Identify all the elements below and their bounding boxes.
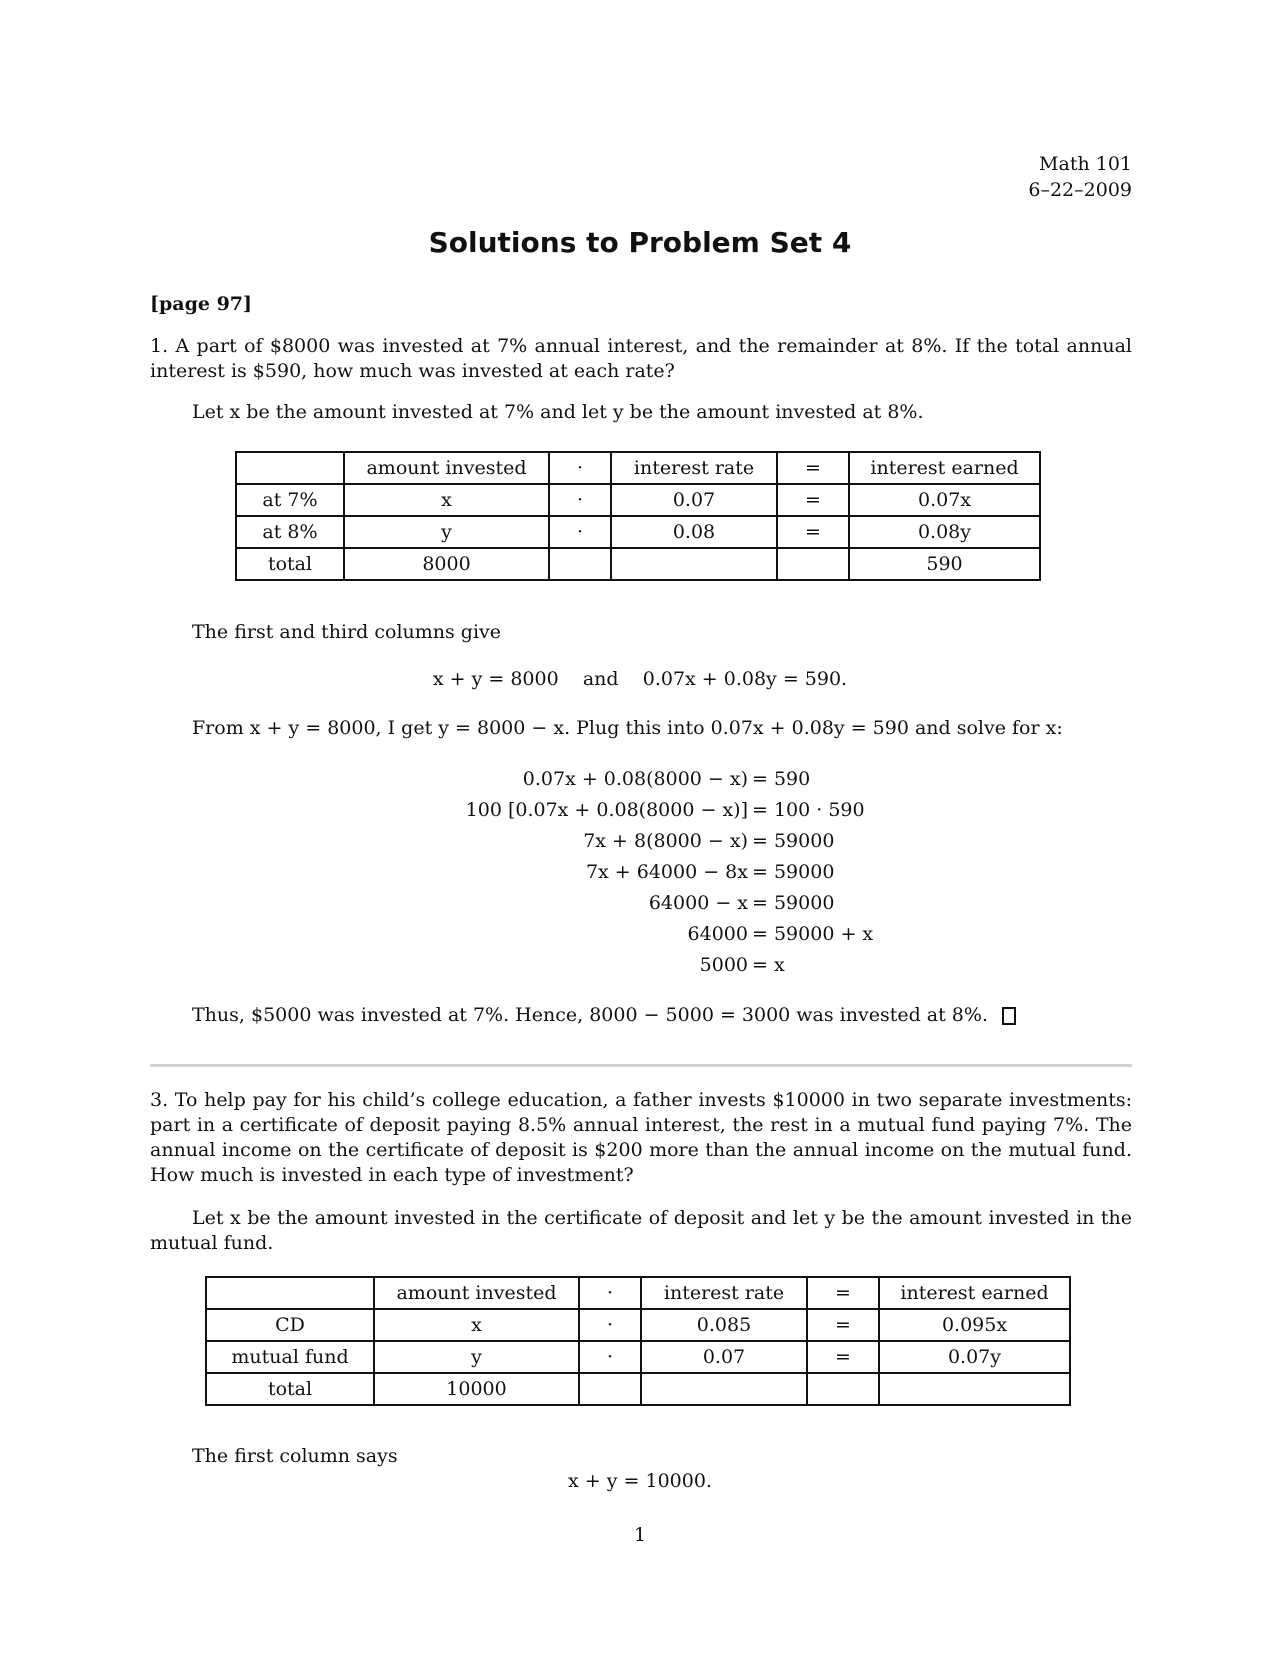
table-cell: 0.07y	[879, 1341, 1070, 1373]
equation-step	[458, 919, 873, 950]
table-cell	[879, 1373, 1070, 1405]
problem-1-columns-give: The first and third columns give	[192, 621, 502, 643]
table-cell: 0.07	[641, 1341, 807, 1373]
problem-3-let: Let x be the amount invested in the certificate of deposit and let y be the amount invested in the mutual fund.	[150, 1207, 1132, 1254]
table-cell	[579, 1373, 641, 1405]
table-cell: interest earned	[849, 452, 1040, 484]
table-cell: =	[777, 516, 849, 548]
table-cell: 590	[849, 548, 1040, 580]
table-cell: =	[777, 452, 849, 484]
table-cell: interest rate	[611, 452, 777, 484]
problem-1-system-equation: x + y = 8000 and 0.07x + 0.08y = 590.	[432, 668, 848, 690]
equation-lhs: 7x + 8(8000 − x)	[583, 830, 748, 852]
table-row	[236, 516, 1040, 548]
table-cell: 0.07x	[849, 484, 1040, 516]
table-cell	[807, 1373, 879, 1405]
equation-rhs: = 59000	[752, 861, 835, 883]
problem-3-first-column: The first column says	[192, 1445, 398, 1467]
table-cell: ·	[549, 452, 611, 484]
problem-1-let: Let x be the amount invested at 7% and let y be the amount invested at 8%.	[192, 401, 924, 423]
table-row	[206, 1373, 1070, 1405]
table-cell: =	[807, 1309, 879, 1341]
equation-lhs: 64000	[687, 923, 748, 945]
section-reference: [page 97]	[150, 293, 253, 315]
table-cell	[641, 1373, 807, 1405]
problem-3-table	[205, 1276, 1071, 1406]
course-name: Math 101	[1039, 153, 1132, 175]
equation-lhs: 64000 − x	[648, 892, 748, 914]
table-cell: at 7%	[236, 484, 344, 516]
equation-rhs: = 590	[752, 768, 811, 790]
table-cell: 8000	[344, 548, 549, 580]
equation-lhs: 7x + 64000 − 8x	[585, 861, 748, 883]
equation-rhs: = 59000	[752, 830, 835, 852]
table-cell: total	[236, 548, 344, 580]
qed-box-icon	[1002, 1007, 1016, 1025]
table-cell: 0.08y	[849, 516, 1040, 548]
equation-rhs: = x	[752, 954, 785, 976]
table-cell: ·	[579, 1277, 641, 1309]
equation-step	[458, 764, 873, 795]
table-header-row	[236, 452, 1040, 484]
table-cell: ·	[549, 484, 611, 516]
table-cell: =	[807, 1341, 879, 1373]
problem-3-statement: 3. To help pay for his child’s college education, a father invests $10000 in two separate investments: part in a certificate of deposit paying 8.5% annual interest, the rest in a mutual fund paying 7%. The annual income on the certificate of deposit is $200 more than the annual income on the mutual fund. How much is invested in each type of investment?	[150, 1089, 1132, 1186]
table-cell	[611, 548, 777, 580]
equation-rhs: = 100 · 590	[752, 799, 865, 821]
table-cell: CD	[206, 1309, 374, 1341]
course-header	[1028, 151, 1132, 203]
table-cell: ·	[549, 516, 611, 548]
table-cell	[549, 548, 611, 580]
table-cell: amount invested	[344, 452, 549, 484]
equation-step	[458, 950, 873, 981]
table-cell: at 8%	[236, 516, 344, 548]
table-cell: ·	[579, 1341, 641, 1373]
equation-step	[458, 795, 873, 826]
equation-lhs: 5000	[699, 954, 748, 976]
table-row	[206, 1341, 1070, 1373]
table-cell	[206, 1277, 374, 1309]
table-cell: x	[374, 1309, 579, 1341]
table-cell: total	[206, 1373, 374, 1405]
problem-3-equation: x + y = 10000.	[568, 1470, 712, 1492]
table-cell: =	[807, 1277, 879, 1309]
page-title: Solutions to Problem Set 4	[428, 226, 852, 259]
table-cell: 0.07	[611, 484, 777, 516]
table-row	[206, 1309, 1070, 1341]
table-cell: y	[374, 1341, 579, 1373]
table-cell: =	[777, 484, 849, 516]
equation-lhs: 0.07x + 0.08(8000 − x)	[522, 768, 748, 790]
table-cell: interest earned	[879, 1277, 1070, 1309]
table-cell	[236, 452, 344, 484]
equation-rhs: = 59000	[752, 892, 835, 914]
table-cell: 10000	[374, 1373, 579, 1405]
page-number: 1	[633, 1524, 647, 1546]
table-cell: mutual fund	[206, 1341, 374, 1373]
table-cell: 0.085	[641, 1309, 807, 1341]
table-cell: x	[344, 484, 549, 516]
problem-1-solution-steps	[458, 764, 873, 981]
table-row	[236, 484, 1040, 516]
equation-rhs: = 59000 + x	[752, 923, 874, 945]
problem-1-conclusion: Thus, $5000 was invested at 7%. Hence, 8000 − 5000 = 3000 was invested at 8%.	[192, 1003, 1016, 1028]
equation-step	[458, 888, 873, 919]
problem-1-statement: 1. A part of $8000 was invested at 7% annual interest, and the remainder at 8%. If the total annual interest is $590, how much was invested at each rate?	[150, 335, 1132, 382]
table-header-row	[206, 1277, 1070, 1309]
section-divider	[150, 1064, 1132, 1067]
table-cell: y	[344, 516, 549, 548]
table-cell: amount invested	[374, 1277, 579, 1309]
course-date: 6–22–2009	[1028, 179, 1132, 201]
equation-lhs: 100 [0.07x + 0.08(8000 − x)]	[465, 799, 748, 821]
table-cell	[777, 548, 849, 580]
table-cell: 0.08	[611, 516, 777, 548]
table-cell: ·	[579, 1309, 641, 1341]
table-cell: interest rate	[641, 1277, 807, 1309]
table-cell: 0.095x	[879, 1309, 1070, 1341]
equation-step	[458, 826, 873, 857]
problem-1-table	[235, 451, 1041, 581]
table-row	[236, 548, 1040, 580]
problem-1-from-line: From x + y = 8000, I get y = 8000 − x. Plug this into 0.07x + 0.08y = 590 and solve for x:	[192, 717, 1063, 739]
equation-step	[458, 857, 873, 888]
